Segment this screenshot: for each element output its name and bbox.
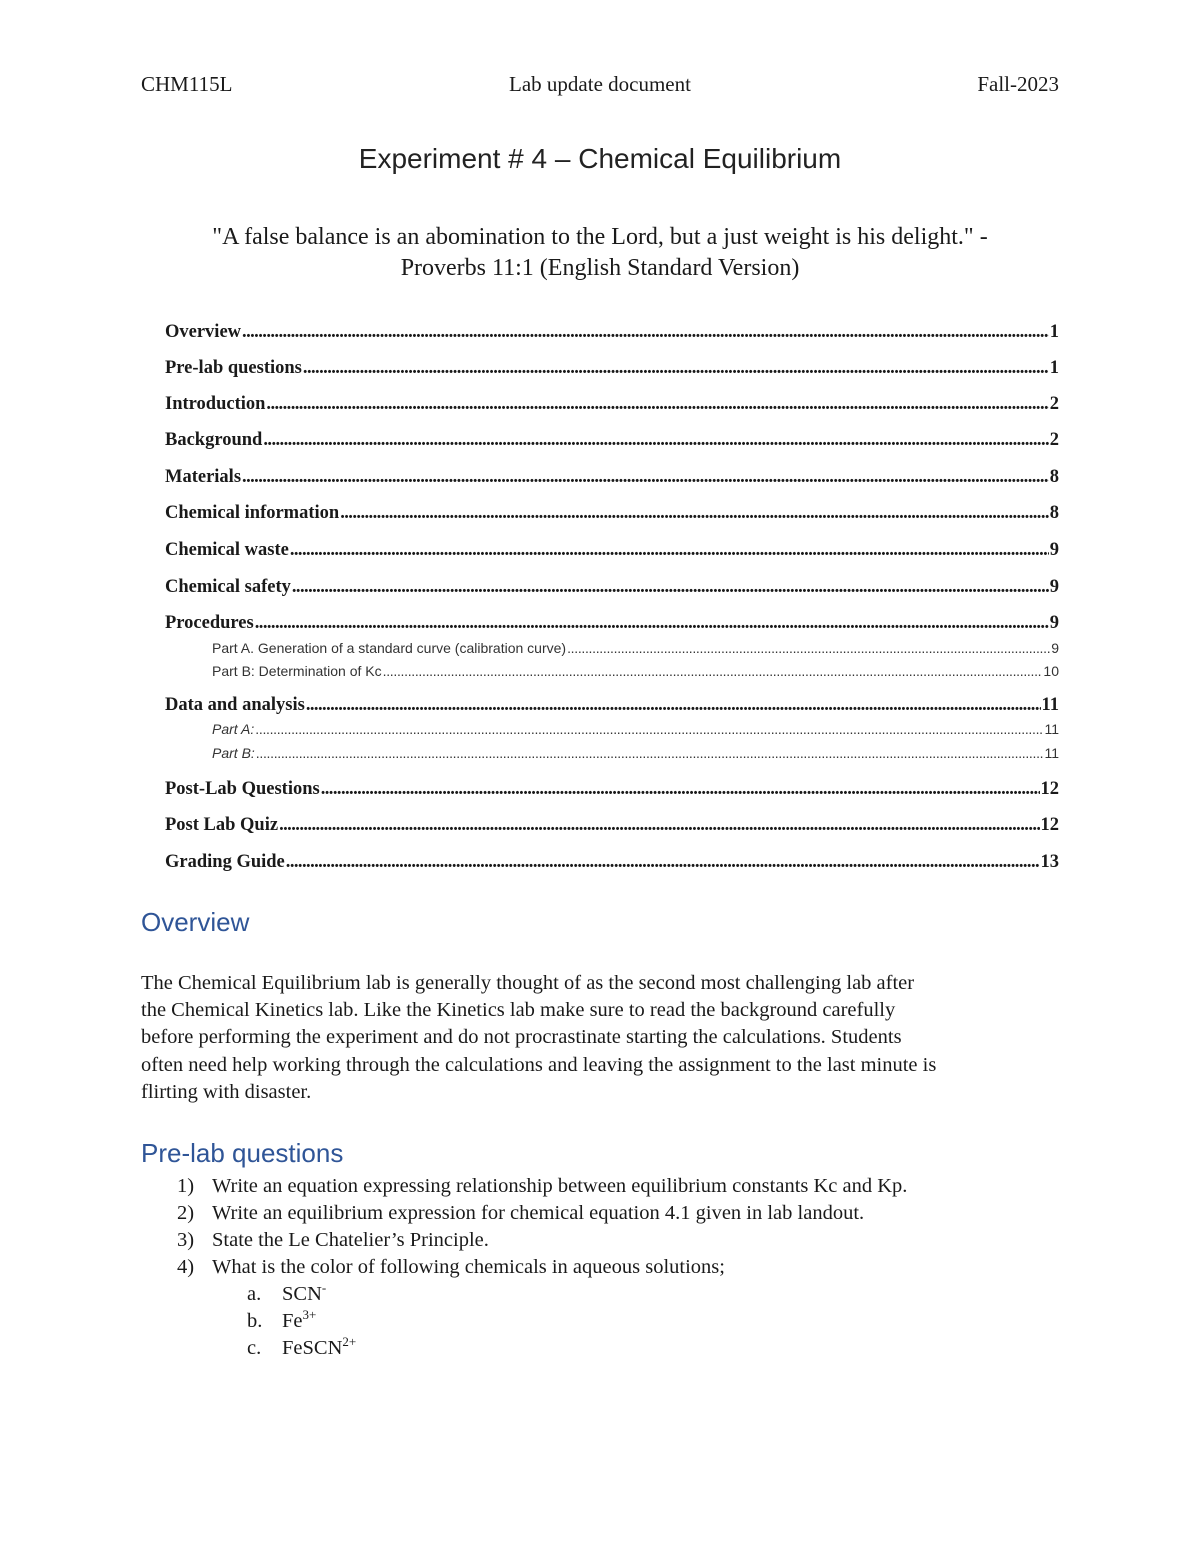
sub-item-letter: b.	[247, 1310, 263, 1332]
toc-entry-chemical-information[interactable]	[165, 503, 1059, 529]
toc-page: 9	[1049, 613, 1059, 633]
toc-label: Part A:	[212, 721, 255, 737]
toc-entry-grading-guide[interactable]	[165, 852, 1059, 878]
toc-entry-part-a-standard-curve[interactable]	[212, 640, 1059, 660]
toc-page: 11	[1044, 745, 1059, 761]
sub-item-letter: a.	[247, 1283, 262, 1305]
toc-label: Background	[165, 430, 263, 450]
toc-label: Materials	[165, 467, 242, 487]
toc-entry-chemical-safety[interactable]	[165, 577, 1059, 603]
toc-entry-part-b-determination-kc[interactable]	[212, 663, 1059, 683]
formula-base: FeSCN	[282, 1337, 343, 1359]
toc-page: 9	[1051, 640, 1059, 656]
sub-item-letter: c.	[247, 1337, 262, 1359]
toc-label: Procedures	[165, 613, 254, 633]
formula-base: SCN	[282, 1283, 322, 1305]
toc-leader	[263, 430, 1048, 451]
toc-leader	[383, 663, 1043, 679]
toc-label: Post-Lab Questions	[165, 779, 320, 799]
toc-entry-overview[interactable]	[165, 322, 1059, 348]
toc-leader	[286, 852, 1040, 873]
epigraph-quote	[141, 222, 1059, 284]
toc-page: 11	[1044, 721, 1059, 737]
overview-line: the Chemical Kinetics lab. Like the Kinetics lab make sure to read the background carefully	[141, 999, 896, 1022]
header-term: Fall-2023	[977, 72, 1059, 96]
toc-leader	[567, 640, 1050, 656]
toc-leader	[279, 815, 1039, 836]
toc-label: Part B: Determination of Kc	[212, 663, 382, 679]
toc-leader	[266, 394, 1048, 415]
toc-entry-post-lab-quiz[interactable]	[165, 815, 1059, 841]
toc-page: 9	[1049, 540, 1059, 560]
toc-page: 2	[1049, 394, 1059, 414]
toc-entry-background[interactable]	[165, 430, 1059, 456]
toc-page: 1	[1049, 322, 1059, 342]
toc-label: Pre-lab questions	[165, 358, 302, 378]
toc-entry-introduction[interactable]	[165, 394, 1059, 420]
header-doc-title: Lab update document	[509, 72, 691, 96]
quote-line-1: "A false balance is an abomination to the Lord, but a just weight is his delight." -	[212, 224, 988, 250]
toc-leader	[321, 779, 1040, 800]
toc-page: 8	[1049, 467, 1059, 487]
formula-charge: -	[321, 1280, 327, 1295]
toc-leader	[306, 695, 1041, 716]
toc-label: Part B:	[212, 745, 255, 761]
toc-entry-data-part-a[interactable]	[212, 721, 1059, 741]
toc-leader	[292, 577, 1049, 598]
toc-leader	[303, 358, 1049, 379]
toc-entry-data-and-analysis[interactable]	[165, 695, 1059, 721]
header-course: CHM115L	[141, 72, 233, 96]
formula-charge: 2+	[342, 1334, 357, 1349]
toc-label: Introduction	[165, 394, 266, 414]
toc-label: Chemical safety	[165, 577, 291, 597]
toc-page: 8	[1049, 503, 1059, 523]
question-text: Write an equilibrium expression for chemical equation 4.1 given in lab landout.	[212, 1202, 865, 1224]
page-header	[141, 72, 1059, 102]
overview-line: often need help working through the calculations and leaving the assignment to the last minute is	[141, 1053, 937, 1076]
toc-leader	[255, 721, 1043, 737]
overview-line: The Chemical Equilibrium lab is generally thought of as the second most challenging lab after	[141, 972, 915, 994]
toc-label: Data and analysis	[165, 695, 305, 715]
question-number: 1)	[177, 1175, 195, 1197]
formula-base: Fe	[282, 1310, 303, 1332]
toc-entry-procedures[interactable]	[165, 613, 1059, 639]
toc-page: 11	[1041, 695, 1059, 715]
question-number: 4)	[177, 1256, 195, 1278]
toc-leader	[290, 540, 1049, 561]
overview-heading: Overview	[141, 907, 250, 937]
question-text: Write an equation expressing relationship between equilibrium constants Kc and Kp.	[212, 1175, 908, 1197]
toc-entry-post-lab-questions[interactable]	[165, 779, 1059, 805]
toc-page: 12	[1040, 779, 1059, 799]
question-text: State the Le Chatelier’s Principle.	[212, 1229, 489, 1251]
toc-label: Chemical waste	[165, 540, 289, 560]
toc-label: Grading Guide	[165, 852, 285, 872]
toc-entry-data-part-b[interactable]	[212, 745, 1059, 765]
toc-leader	[242, 467, 1049, 488]
prelab-heading: Pre-lab questions	[141, 1138, 344, 1168]
chemical-formula	[282, 1334, 357, 1360]
question-text: What is the color of following chemicals in aqueous solutions;	[212, 1256, 725, 1278]
overview-line: before performing the experiment and do not procrastinate starting the calculations. Students	[141, 1026, 902, 1049]
toc-label: Post Lab Quiz	[165, 815, 279, 835]
toc-entry-materials[interactable]	[165, 467, 1059, 493]
document-title: Experiment # 4 – Chemical Equilibrium	[358, 143, 842, 174]
toc-leader	[256, 745, 1044, 761]
toc-label: Chemical information	[165, 503, 340, 523]
toc-page: 10	[1043, 663, 1059, 679]
toc-page: 1	[1049, 358, 1059, 378]
toc-leader	[340, 503, 1049, 524]
toc-leader	[242, 322, 1049, 343]
toc-page: 2	[1049, 430, 1059, 450]
overview-line: flirting with disaster.	[141, 1080, 312, 1103]
toc-leader	[255, 613, 1049, 634]
question-number: 3)	[177, 1229, 195, 1251]
chemical-formula	[282, 1280, 327, 1306]
chemical-formula	[282, 1307, 317, 1333]
question-number: 2)	[177, 1202, 195, 1224]
toc-label: Part A. Generation of a standard curve (calibration curve)	[212, 640, 567, 656]
formula-charge: 3+	[302, 1307, 317, 1322]
toc-page: 9	[1049, 577, 1059, 597]
toc-entry-pre-lab-questions[interactable]	[165, 358, 1059, 384]
quote-line-2: Proverbs 11:1 (English Standard Version)	[400, 255, 800, 281]
toc-label: Overview	[165, 322, 242, 342]
toc-page: 12	[1040, 815, 1059, 835]
toc-entry-chemical-waste[interactable]	[165, 540, 1059, 566]
toc-page: 13	[1040, 852, 1059, 872]
overview-paragraph	[141, 970, 1066, 1106]
